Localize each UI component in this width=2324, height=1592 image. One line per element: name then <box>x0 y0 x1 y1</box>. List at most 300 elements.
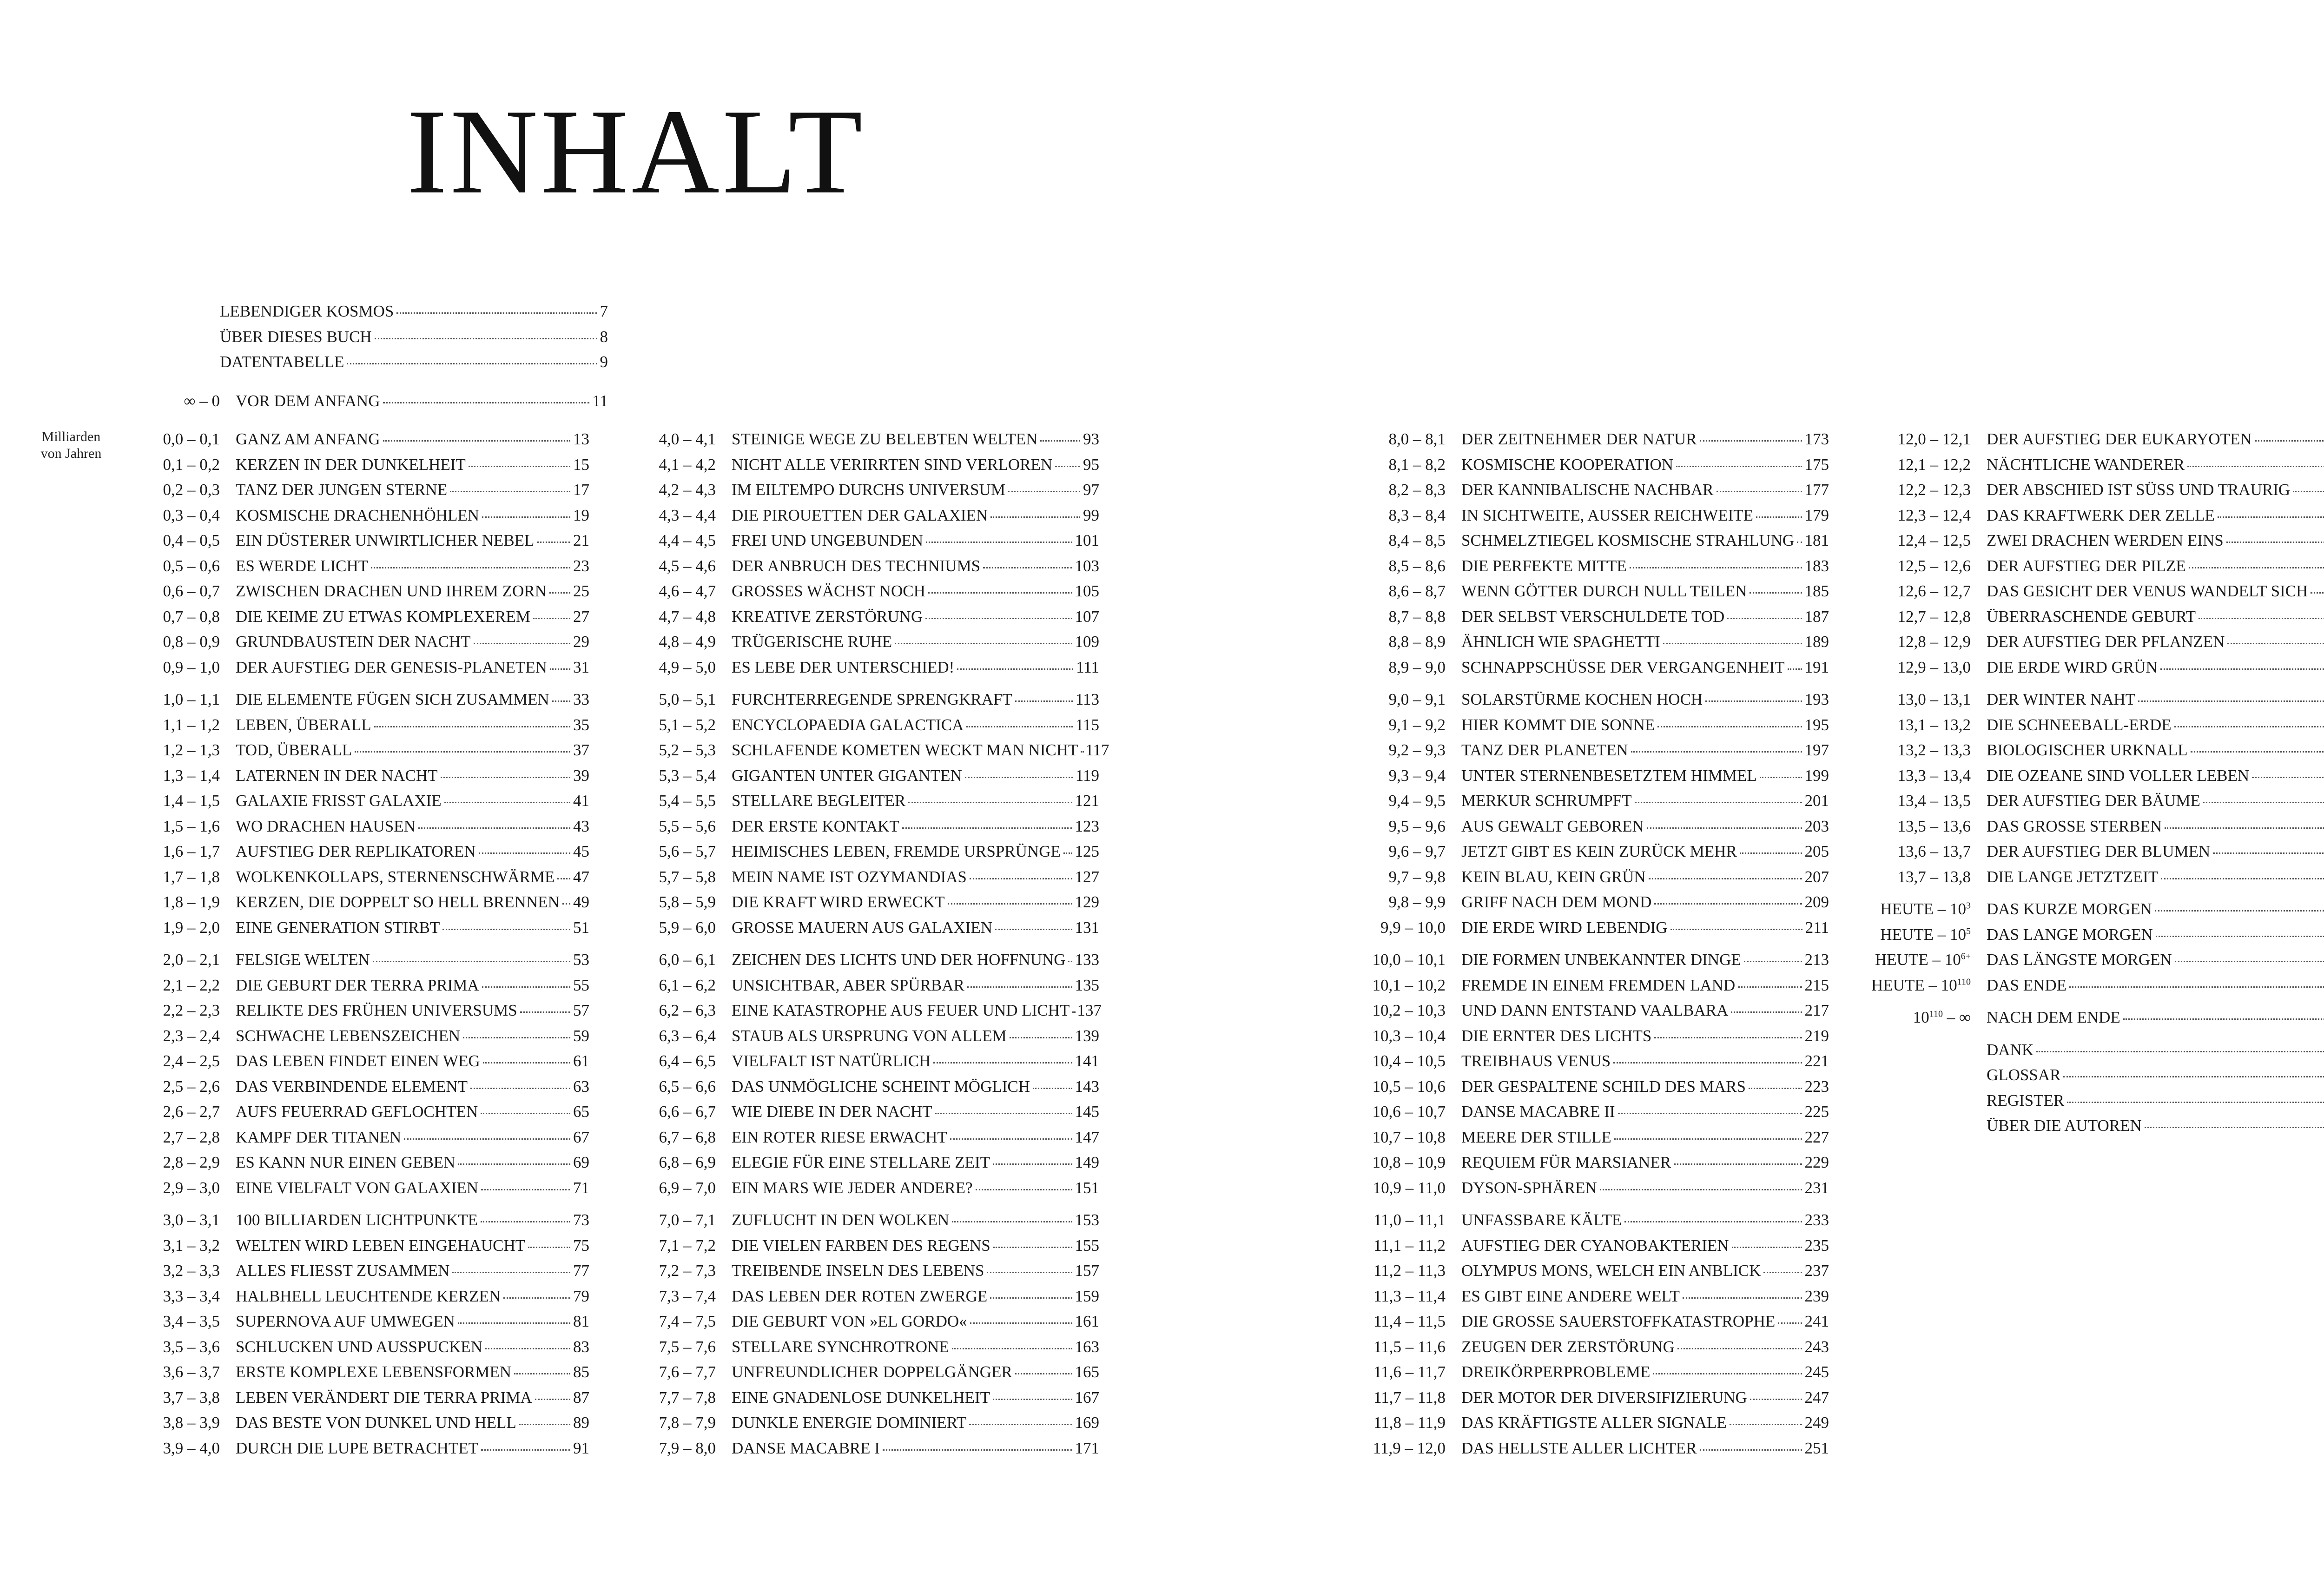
dot-leader <box>1731 1011 1802 1013</box>
toc-entry-range <box>1868 531 1987 550</box>
toc-entry[interactable] <box>125 1312 589 1338</box>
toc-entry-title: DER AUFSTIEG DER PFLANZEN <box>1987 633 2225 651</box>
toc-entry-page: 129 <box>1075 893 1099 911</box>
toc-entry[interactable] <box>1350 1312 1829 1338</box>
toc-entry[interactable] <box>125 976 589 1002</box>
toc-entry[interactable] <box>125 658 589 684</box>
toc-entry[interactable] <box>125 1262 589 1287</box>
toc-entry-title: MEIN NAME IST OZYMANDIAS <box>732 867 967 886</box>
toc-entry-page: 117 <box>1085 741 1109 759</box>
toc-entry[interactable] <box>1350 1236 1829 1262</box>
toc-entry[interactable] <box>1868 842 2324 868</box>
toc-entry[interactable] <box>125 633 589 658</box>
toc-entry-range <box>1868 900 1987 918</box>
toc-entry-range <box>630 976 732 995</box>
toc-entry[interactable] <box>630 792 1099 817</box>
toc-entry[interactable] <box>630 1312 1099 1338</box>
toc-entry-title: ZEICHEN DES LICHTS UND DER HOFFNUNG <box>732 951 1066 969</box>
range-text: 0,1 – 0,2 <box>163 455 220 474</box>
range-text: 1,4 – 1,5 <box>163 792 220 810</box>
toc-entry[interactable] <box>1868 951 2324 976</box>
toc-entry[interactable] <box>1350 792 1829 817</box>
toc-entry[interactable] <box>125 1077 589 1103</box>
dot-leader <box>1670 928 1802 930</box>
toc-entry[interactable] <box>1350 1338 1829 1363</box>
toc-entry[interactable] <box>1868 1066 2324 1091</box>
toc-entry-title: NÄCHTLICHE WANDERER <box>1987 455 2185 474</box>
toc-entry[interactable] <box>125 506 589 532</box>
dot-leader <box>993 1163 1072 1165</box>
dot-leader <box>482 516 570 518</box>
dot-leader <box>450 490 570 492</box>
toc-entry[interactable] <box>125 1128 589 1154</box>
toc-entry[interactable] <box>1350 1287 1829 1313</box>
toc-entry[interactable] <box>125 1027 589 1052</box>
side-label-years: Milliarden von Jahren <box>40 429 102 461</box>
toc-entry-page: 161 <box>1075 1312 1099 1330</box>
toc-entry[interactable] <box>1868 766 2324 792</box>
toc-entry[interactable] <box>1350 481 1829 506</box>
dot-leader <box>1740 852 1802 854</box>
toc-entry[interactable] <box>125 1439 589 1465</box>
toc-entry-range <box>125 582 236 601</box>
toc-entry[interactable] <box>1350 766 1829 792</box>
toc-entry-title: DATENTABELLE <box>220 353 344 371</box>
toc-entry[interactable] <box>630 506 1099 532</box>
toc-entry[interactable] <box>125 557 589 582</box>
dot-leader <box>2203 801 2324 803</box>
toc-entry-title: DAS GROSSE STERBEN <box>1987 817 2162 835</box>
dot-leader <box>1068 960 1072 962</box>
toc-group <box>630 1211 1099 1464</box>
toc-entry[interactable] <box>1350 1128 1829 1154</box>
toc-entry-range <box>125 531 236 550</box>
range-text: 8,5 – 8,6 <box>1388 556 1446 575</box>
toc-entry[interactable] <box>1350 582 1829 608</box>
toc-entry-range <box>125 1052 236 1070</box>
toc-column-2 <box>630 430 1109 1471</box>
toc-entry[interactable] <box>1868 900 2324 925</box>
toc-entry-title: ZUFLUCHT IN DEN WOLKEN <box>732 1211 950 1229</box>
dot-leader <box>1624 1221 1802 1222</box>
toc-entry[interactable] <box>220 353 608 378</box>
toc-entry[interactable] <box>630 456 1099 481</box>
range-text: 4,0 – 4,1 <box>659 430 716 448</box>
range-text: 12,2 – 12,3 <box>1897 481 1971 499</box>
toc-entry-page: 139 <box>1075 1026 1099 1045</box>
toc-entry-page: 87 <box>573 1388 589 1407</box>
toc-entry[interactable] <box>1350 506 1829 532</box>
toc-entry[interactable] <box>1868 690 2324 716</box>
toc-entry[interactable] <box>125 792 589 817</box>
toc-entry[interactable] <box>630 1287 1099 1313</box>
toc-entry-page: 65 <box>573 1103 589 1121</box>
toc-entry[interactable] <box>630 918 1099 944</box>
toc-entry[interactable] <box>630 1128 1099 1154</box>
toc-entry-title: SCHMELZTIEGEL KOSMISCHE STRAHLUNG <box>1461 531 1795 549</box>
toc-entry-range <box>630 506 732 525</box>
toc-entry-title: DAS LANGE MORGEN <box>1987 925 2153 944</box>
dot-leader <box>976 1189 1072 1190</box>
toc-entry[interactable] <box>125 1052 589 1077</box>
toc-entry[interactable] <box>1350 456 1829 481</box>
toc-entry[interactable] <box>630 608 1099 633</box>
toc-entry[interactable] <box>1350 842 1829 868</box>
toc-entry[interactable] <box>125 1338 589 1363</box>
toc-entry[interactable] <box>630 1262 1099 1287</box>
toc-entry[interactable] <box>125 531 589 557</box>
toc-entry-range <box>125 633 236 651</box>
toc-entry[interactable] <box>630 1179 1099 1204</box>
toc-entry[interactable] <box>1868 557 2324 582</box>
toc-entry[interactable] <box>1868 1041 2324 1066</box>
toc-entry-range <box>1868 868 1987 886</box>
toc-entry[interactable] <box>630 1338 1099 1363</box>
toc-entry[interactable] <box>1350 1077 1829 1103</box>
toc-entry-title: STEINIGE WEGE ZU BELEBTEN WELTEN <box>732 430 1038 448</box>
toc-entry-range <box>1350 1363 1461 1381</box>
dot-leader <box>1040 440 1080 442</box>
toc-entry-title: KAMPF DER TITANEN <box>236 1128 402 1146</box>
toc-entry[interactable] <box>630 951 1099 976</box>
toc-entry[interactable] <box>630 1388 1099 1414</box>
toc-entry-title: REGISTER <box>1987 1091 2065 1110</box>
toc-entry-range <box>630 1287 732 1306</box>
toc-entry[interactable] <box>125 1001 589 1027</box>
range-text: HEUTE – 10 <box>1875 951 1961 969</box>
toc-entry[interactable] <box>125 817 589 843</box>
toc-entry[interactable] <box>125 766 589 792</box>
toc-entry[interactable] <box>125 842 589 868</box>
toc-entry-title: SCHLUCKEN UND AUSSPUCKEN <box>236 1337 482 1356</box>
toc-entry[interactable] <box>1350 741 1829 766</box>
toc-entry[interactable] <box>125 951 589 976</box>
toc-entry[interactable] <box>630 1001 1102 1027</box>
range-text: 0,0 – 0,1 <box>163 430 220 448</box>
toc-entry[interactable] <box>1868 582 2324 608</box>
toc-group <box>1868 430 2324 683</box>
toc-entry[interactable] <box>630 766 1099 792</box>
toc-entry-title: FREMDE IN EINEM FREMDEN LAND <box>1461 976 1736 994</box>
toc-entry[interactable] <box>125 608 589 633</box>
toc-entry[interactable] <box>630 481 1099 506</box>
toc-entry[interactable] <box>125 893 589 918</box>
toc-entry-page: 249 <box>1804 1414 1829 1432</box>
toc-entry[interactable] <box>125 1236 589 1262</box>
toc-entry-range <box>1350 1153 1461 1172</box>
toc-entry[interactable] <box>125 690 589 716</box>
range-text: 4,9 – 5,0 <box>659 658 716 676</box>
dot-leader <box>1760 776 1802 778</box>
toc-entry[interactable] <box>1350 1179 1829 1204</box>
dot-leader <box>1676 465 1802 467</box>
toc-entry[interactable] <box>125 741 589 766</box>
toc-entry[interactable] <box>125 430 589 456</box>
toc-entry[interactable] <box>1350 817 1829 843</box>
toc-entry[interactable] <box>1868 741 2324 766</box>
range-text: 6,9 – 7,0 <box>659 1178 716 1197</box>
toc-entry-range <box>125 842 236 861</box>
toc-entry[interactable] <box>1868 608 2324 633</box>
toc-entry-range <box>125 658 236 677</box>
dot-leader <box>1081 751 1083 753</box>
toc-entry-title: LEBEN VERÄNDERT DIE TERRA PRIMA <box>236 1388 532 1407</box>
range-text: 3,6 – 3,7 <box>163 1363 220 1381</box>
toc-entry[interactable] <box>630 1211 1099 1236</box>
toc-entry-page: 39 <box>573 766 589 785</box>
range-text: 9,7 – 9,8 <box>1388 867 1446 886</box>
toc-entry[interactable] <box>125 456 589 481</box>
toc-entry[interactable] <box>630 741 1109 766</box>
range-text: 13,1 – 13,2 <box>1897 715 1971 734</box>
toc-entry[interactable] <box>630 582 1099 608</box>
range-text: 3,4 – 3,5 <box>163 1312 220 1330</box>
toc-entry[interactable] <box>1350 893 1829 918</box>
toc-entry[interactable] <box>1868 1116 2324 1142</box>
dot-leader <box>1750 592 1802 594</box>
toc-entry[interactable] <box>1350 1388 1829 1414</box>
toc-entry-title: IM EILTEMPO DURCHS UNIVERSUM <box>732 481 1005 499</box>
toc-entry-title: DAS UNMÖGLICHE SCHEINT MÖGLICH <box>732 1077 1030 1096</box>
toc-entry[interactable] <box>1350 716 1829 741</box>
range-text: 9,3 – 9,4 <box>1388 766 1446 785</box>
toc-entry[interactable] <box>630 716 1099 741</box>
toc-entry-page: 121 <box>1075 792 1099 810</box>
toc-entry-title: RELIKTE DES FRÜHEN UNIVERSUMS <box>236 1001 517 1019</box>
dot-leader <box>481 1189 570 1190</box>
toc-entry[interactable] <box>1350 1439 1829 1465</box>
toc-entry[interactable] <box>1350 1052 1829 1077</box>
toc-entry[interactable] <box>630 430 1099 456</box>
toc-entry[interactable] <box>630 1439 1099 1465</box>
range-text: 1,5 – 1,6 <box>163 817 220 835</box>
toc-entry[interactable] <box>1350 690 1829 716</box>
toc-entry-page: 151 <box>1075 1178 1099 1197</box>
range-text: 2,1 – 2,2 <box>163 976 220 994</box>
toc-entry-page: 227 <box>1804 1128 1829 1146</box>
toc-entry[interactable] <box>1868 925 2324 951</box>
toc-entry[interactable] <box>1350 1414 1829 1439</box>
range-text: 10,4 – 10,5 <box>1372 1052 1446 1070</box>
toc-entry[interactable] <box>1350 1211 1829 1236</box>
toc-entry-range <box>1350 1027 1461 1045</box>
toc-entry[interactable] <box>125 1179 589 1204</box>
toc-entry[interactable] <box>1868 792 2324 817</box>
toc-entry-range <box>125 1077 236 1096</box>
toc-entry-title: AUS GEWALT GEBOREN <box>1461 817 1644 835</box>
range-text: 11,1 – 11,2 <box>1373 1236 1446 1255</box>
toc-entry[interactable] <box>1350 918 1829 944</box>
toc-entry-range <box>1350 817 1461 836</box>
dot-leader <box>2160 668 2324 670</box>
dot-leader <box>383 440 571 442</box>
toc-entry[interactable] <box>1350 658 1829 684</box>
toc-group <box>630 951 1102 1204</box>
toc-entry[interactable] <box>125 716 589 741</box>
toc-entry[interactable] <box>125 918 589 944</box>
toc-entry[interactable] <box>630 976 1099 1002</box>
toc-entry[interactable] <box>125 582 589 608</box>
toc-entry[interactable] <box>220 302 608 328</box>
toc-column-1 <box>125 430 589 1471</box>
toc-entry-title: SCHNAPPSCHÜSSE DER VERGANGENHEIT <box>1461 658 1785 676</box>
toc-entry[interactable] <box>1868 481 2324 506</box>
toc-entry[interactable] <box>220 328 608 353</box>
toc-entry-range <box>1350 951 1461 969</box>
dot-leader <box>933 1062 1072 1064</box>
toc-entry-page: 237 <box>1804 1262 1829 1280</box>
dot-leader <box>562 903 570 905</box>
toc-entry[interactable] <box>1350 1363 1829 1388</box>
range-text: 8,1 – 8,2 <box>1388 455 1446 474</box>
toc-entry[interactable] <box>1350 1153 1829 1179</box>
toc-entry-title: DIE OZEANE SIND VOLLER LEBEN <box>1987 766 2250 785</box>
toc-entry[interactable] <box>125 1211 589 1236</box>
toc-entry-title: HALBHELL LEUCHTENDE KERZEN <box>236 1287 501 1305</box>
toc-entry[interactable] <box>125 481 589 506</box>
toc-entry-title: KOSMISCHE DRACHENHÖHLEN <box>236 506 480 524</box>
toc-entry[interactable] <box>1868 430 2324 456</box>
toc-entry[interactable] <box>630 557 1099 582</box>
toc-entry[interactable] <box>1868 633 2324 658</box>
dot-leader <box>969 1423 1072 1425</box>
toc-entry[interactable] <box>630 1153 1099 1179</box>
toc-entry[interactable] <box>125 1388 589 1414</box>
toc-entry[interactable] <box>1350 1103 1829 1128</box>
toc-entry-page: 145 <box>1075 1103 1099 1121</box>
range-text: 4,8 – 4,9 <box>659 633 716 651</box>
dot-leader <box>2218 516 2324 518</box>
toc-entry[interactable] <box>630 1077 1099 1103</box>
toc-entry[interactable] <box>125 868 589 893</box>
toc-entry[interactable] <box>125 392 608 417</box>
dot-leader <box>883 1449 1072 1451</box>
dot-leader <box>537 541 570 543</box>
toc-entry-title: DURCH DIE LUPE BETRACHTET <box>236 1439 479 1457</box>
toc-entry[interactable] <box>1350 430 1829 456</box>
toc-entry[interactable] <box>630 817 1099 843</box>
toc-entry[interactable] <box>630 893 1099 918</box>
toc-entry[interactable] <box>630 531 1099 557</box>
toc-entry[interactable] <box>630 1414 1099 1439</box>
toc-entry-page: 147 <box>1075 1128 1099 1146</box>
toc-entry[interactable] <box>1868 531 2324 557</box>
toc-entry-title: DAS VERBINDENDE ELEMENT <box>236 1077 468 1096</box>
toc-entry[interactable] <box>1350 951 1829 976</box>
toc-entry[interactable] <box>1350 1027 1829 1052</box>
toc-entry-page: 137 <box>1077 1001 1102 1019</box>
toc-entry-page: 133 <box>1075 951 1099 969</box>
toc-entry[interactable] <box>630 633 1099 658</box>
toc-entry[interactable] <box>1350 633 1829 658</box>
dot-leader <box>1683 1297 1802 1299</box>
dot-leader <box>993 1398 1072 1400</box>
toc-entry-page: 63 <box>573 1077 589 1096</box>
toc-entry-page: 113 <box>1075 690 1099 708</box>
toc-entry-page: 189 <box>1804 633 1829 651</box>
toc-entry[interactable] <box>630 842 1099 868</box>
toc-entry[interactable] <box>1868 976 2324 1002</box>
toc-entry[interactable] <box>125 1287 589 1313</box>
toc-entry[interactable] <box>125 1153 589 1179</box>
toc-entry[interactable] <box>1868 506 2324 532</box>
range-text: 0,7 – 0,8 <box>163 607 220 626</box>
toc-entry-range <box>1350 1128 1461 1147</box>
toc-entry[interactable] <box>1350 608 1829 633</box>
toc-entry-page: 185 <box>1804 582 1829 600</box>
toc-entry[interactable] <box>630 868 1099 893</box>
toc-entry[interactable] <box>1868 868 2324 893</box>
toc-entry-title: TANZ DER JUNGEN STERNE <box>236 481 448 499</box>
range-text: 4,5 – 4,6 <box>659 556 716 575</box>
dot-leader <box>442 928 570 930</box>
toc-entry-title: ES KANN NUR EINEN GEBEN <box>236 1153 456 1171</box>
toc-entry[interactable] <box>125 1414 589 1439</box>
range-text: 3,7 – 3,8 <box>163 1388 220 1407</box>
toc-entry-range <box>125 1287 236 1306</box>
range-text: 10,3 – 10,4 <box>1372 1026 1446 1045</box>
toc-entry[interactable] <box>630 1236 1099 1262</box>
toc-entry-page: 37 <box>573 741 589 759</box>
toc-entry[interactable] <box>1868 1008 2324 1034</box>
toc-entry[interactable] <box>1350 1001 1829 1027</box>
toc-entry[interactable] <box>1350 1262 1829 1287</box>
dot-leader <box>371 567 570 568</box>
toc-entry[interactable] <box>630 1363 1099 1388</box>
toc-entry-title: HIER KOMMT DIE SONNE <box>1461 715 1655 734</box>
toc-entry[interactable] <box>630 658 1099 684</box>
toc-entry-page: 21 <box>573 531 589 549</box>
toc-entry-page: 41 <box>573 792 589 810</box>
toc-entry-page: 149 <box>1075 1153 1099 1171</box>
toc-group <box>1868 1041 2324 1142</box>
toc-entry[interactable] <box>1350 531 1829 557</box>
toc-entry-page: 25 <box>573 582 589 600</box>
range-text: 5,8 – 5,9 <box>659 893 716 911</box>
toc-entry[interactable] <box>630 690 1099 716</box>
toc-entry-page: 73 <box>573 1211 589 1229</box>
dot-leader <box>1649 878 1802 879</box>
toc-entry-range <box>630 456 732 474</box>
toc-entry[interactable] <box>125 1103 589 1128</box>
toc-entry[interactable] <box>630 1103 1099 1128</box>
toc-column-4 <box>1868 430 2324 1149</box>
dot-leader <box>1072 1011 1074 1013</box>
toc-entry[interactable] <box>125 1363 589 1388</box>
toc-entry[interactable] <box>630 1052 1099 1077</box>
toc-entry-page: 111 <box>1076 658 1099 676</box>
toc-entry-page: 221 <box>1804 1052 1829 1070</box>
toc-entry[interactable] <box>1350 976 1829 1002</box>
toc-entry-page: 8 <box>600 327 608 346</box>
range-text: 6,4 – 6,5 <box>659 1052 716 1070</box>
toc-entry[interactable] <box>1350 868 1829 893</box>
toc-entry[interactable] <box>1868 716 2324 741</box>
toc-entry[interactable] <box>630 1027 1099 1052</box>
toc-entry[interactable] <box>1868 817 2324 843</box>
dot-leader <box>481 1221 570 1222</box>
dot-leader <box>347 363 597 364</box>
toc-entry[interactable] <box>1868 456 2324 481</box>
toc-entry-title: DAS ENDE <box>1987 976 2067 994</box>
range-text: 2,7 – 2,8 <box>163 1128 220 1146</box>
toc-entry-page: 173 <box>1804 430 1829 448</box>
dot-leader <box>1015 1373 1072 1374</box>
toc-entry[interactable] <box>1868 658 2324 684</box>
toc-group <box>125 690 589 944</box>
toc-entry[interactable] <box>1350 557 1829 582</box>
toc-entry[interactable] <box>1868 1091 2324 1117</box>
